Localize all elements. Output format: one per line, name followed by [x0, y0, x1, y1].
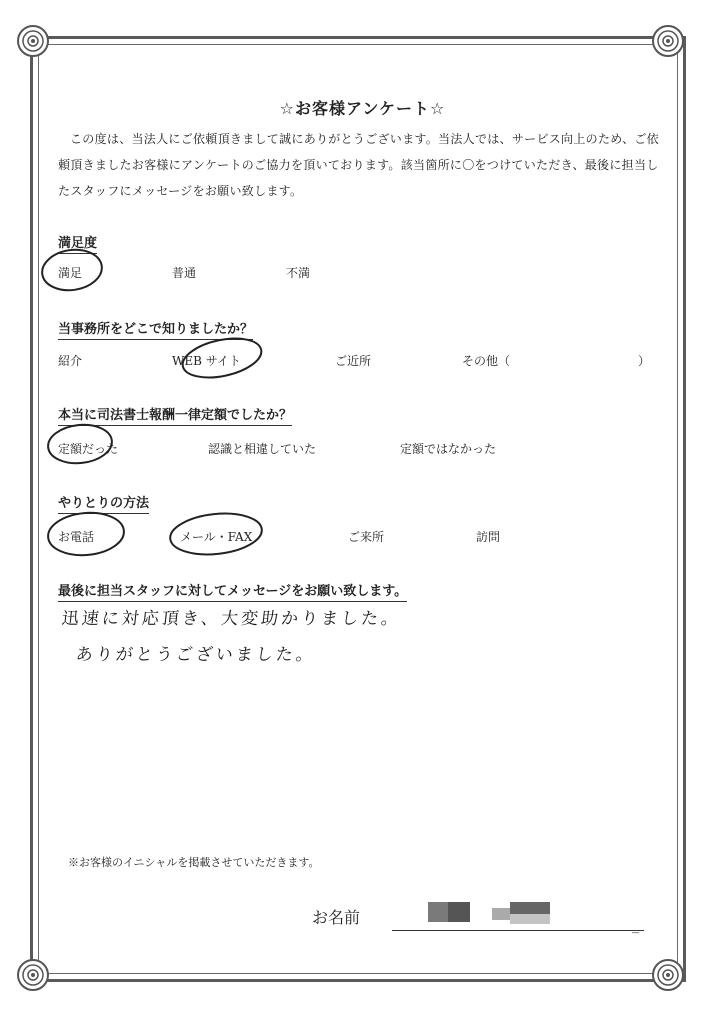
option-home-visit[interactable]: 訪問 — [476, 530, 501, 544]
option-fixed-fee[interactable]: 定額だった — [58, 442, 119, 456]
option-satisfied[interactable]: 満足 — [58, 266, 83, 280]
question-contact-heading: やりとりの方法 — [58, 492, 149, 514]
option-phone[interactable]: お電話 — [58, 530, 95, 544]
redacted-name-block — [428, 902, 448, 922]
option-mail-fax[interactable]: メール・FAX — [180, 530, 253, 544]
option-different[interactable]: 認識と相違していた — [208, 442, 317, 456]
question-satisfaction-heading: 満足度 — [58, 232, 97, 254]
intro-text: この度は、当法人にご依頼頂きまして誠にありがとうございます。当法人では、サービス向上のため、ご依頼頂きましたお客様にアンケートのご協力を頂いております。該当箇所に〇をつけていただき、最後に担当したスタッフにメッセージをお願い致します。 — [58, 132, 659, 198]
redacted-name-block — [492, 908, 510, 920]
name-end-mark: _ — [632, 918, 639, 934]
corner-ornament-icon — [16, 24, 50, 58]
handwritten-message-line: 迅速に対応頂き、大変助かりました。 — [60, 609, 403, 629]
corner-ornament-icon — [651, 958, 685, 992]
option-not-fixed[interactable]: 定額ではなかった — [400, 442, 497, 456]
option-neighborhood[interactable]: ご近所 — [335, 354, 372, 368]
option-other[interactable]: その他（ — [462, 354, 511, 368]
initials-note: ※お客様のイニシャルを掲載させていただきます。 — [68, 856, 320, 869]
option-normal[interactable]: 普通 — [172, 266, 197, 280]
question-message-heading: 最後に担当スタッフに対してメッセージをお願い致します。 — [58, 580, 407, 602]
corner-ornament-icon — [651, 24, 685, 58]
option-other-close: ） — [638, 354, 651, 368]
corner-ornament-icon — [16, 958, 50, 992]
redacted-name-block — [510, 902, 550, 914]
handwritten-message-line: ありがとうございました。 — [74, 645, 317, 665]
option-referral[interactable]: 紹介 — [58, 354, 83, 368]
redacted-name-block — [448, 902, 470, 922]
question-source-heading: 当事務所をどこで知りましたか？ — [58, 318, 253, 340]
redacted-name-block — [510, 914, 550, 924]
question-fee-heading: 本当に司法書士報酬一律定額でしたか？ — [58, 404, 292, 426]
option-website[interactable]: WEB サイト — [172, 354, 241, 368]
name-label: お名前 — [312, 908, 361, 927]
name-underline — [392, 930, 644, 931]
survey-title: ☆お客様アンケート☆ — [279, 99, 446, 118]
option-visit-office[interactable]: ご来所 — [348, 530, 385, 544]
option-dissatisfied[interactable]: 不満 — [286, 266, 311, 280]
